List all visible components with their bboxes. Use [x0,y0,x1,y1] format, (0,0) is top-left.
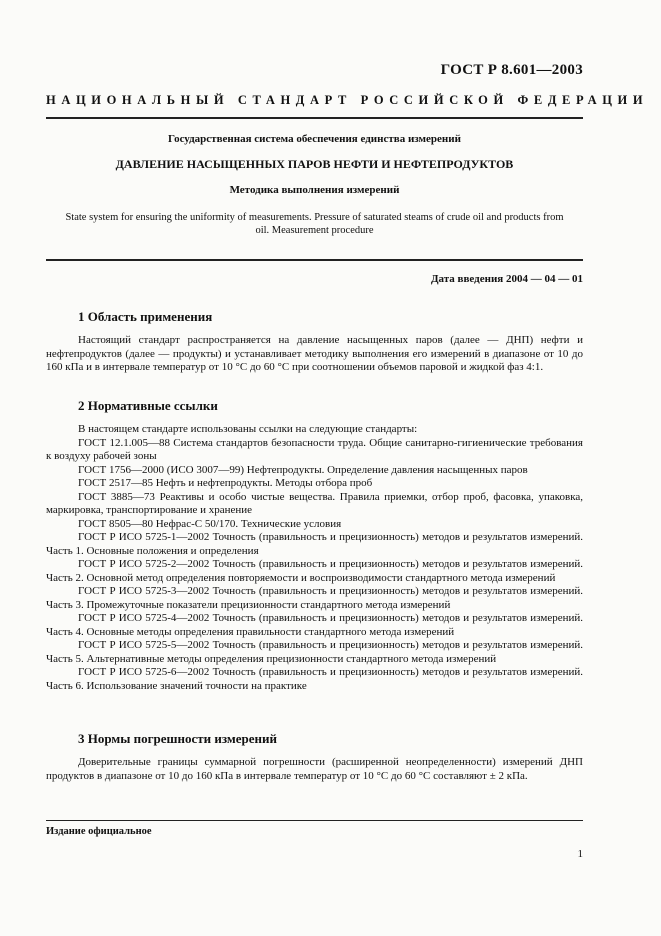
reference-item: ГОСТ 2517—85 Нефть и нефтепродукты. Методы отбора проб [78,477,373,489]
reference-item: ГОСТ Р ИСО 5725-3—2002 Точность (правильность и прецизионность) методов и результатов измерений. Часть 3. Промежуточные показатели прецизионности стандартного метода измерений [46,585,583,611]
reference-item: ГОСТ Р ИСО 5725-5—2002 Точность (правильность и прецизионность) методов и результатов измерений. Часть 5. Альтернативные методы определения прецизионности стандартного метода измерений [46,639,583,665]
page-number: 1 [577,848,583,860]
section-3-body: Доверительные границы суммарной погрешности (расширенной неопределенности) измерений ДНП продуктов в диапазоне от 10 до 160 кПа в интервале температур от 10 °С до 60 °С составляют ± 2 кПа. [46,756,583,782]
reference-item: ГОСТ 8505—80 Нефрас-С 50/170. Технические условия [78,517,342,530]
introduction-date: Дата введения 2004 — 04 — 01 [430,273,583,285]
section-1-body: Настоящий стандарт распространяется на давление насыщенных паров (далее — ДНП) нефти и нефтепродуктов (далее — продукты) и устанавливает методику выполнения его измерений в диапазоне от 10 до 160 кПа и в интервале температур от 10 °С до 60 °С при соотношении объемов паровой и жидкой фаз 4:1. [46,334,583,373]
system-title: Государственная система обеспечения единства измерений [168,133,461,145]
title-rule [46,259,583,261]
main-title: ДАВЛЕНИЕ НАСЫЩЕННЫХ ПАРОВ НЕФТИ И НЕФТЕПРОДУКТОВ [115,157,514,171]
english-title: State system for ensuring the uniformity of measurements. Pressure of saturated steams of crude oil and products from oil. Measurement procedure [65,212,564,236]
official-edition-label: Издание официальное [46,826,152,837]
section-3-heading: 3 Нормы погрешности измерений [78,731,278,746]
normative-references-list [46,423,583,693]
reference-item: ГОСТ Р ИСО 5725-6—2002 Точность (правильность и прецизионность) методов и результатов измерений. Часть 6. Использование значений точности на практике [46,666,583,692]
section-2-heading: 2 Нормативные ссылки [78,398,218,413]
reference-item: ГОСТ Р ИСО 5725-4—2002 Точность (правильность и прецизионность) методов и результатов измерений. Часть 4. Основные методы определения правильности стандартного метода измерений [46,612,583,638]
section-1-heading: 1 Область применения [78,309,213,324]
reference-item: ГОСТ Р ИСО 5725-1—2002 Точность (правильность и прецизионность) методов и результатов измерений. Часть 1. Основные положения и определения [46,531,583,557]
header-rule [46,117,583,119]
method-title: Методика выполнения измерений [229,184,400,196]
reference-item: ГОСТ 12.1.005—88 Система стандартов безопасности труда. Общие санитарно-гигиенические требования к воздуху рабочей зоны [46,436,583,462]
footer-rule [46,820,583,821]
reference-item: ГОСТ 3885—73 Реактивы и особо чистые вещества. Правила приемки, отбор проб, фасовка, упаковка, маркировка, транспортирование и хранение [46,490,583,516]
reference-item: ГОСТ 1756—2000 (ИСО 3007—99) Нефтепродукты. Определение давления насыщенных паров [78,463,528,476]
reference-item: ГОСТ Р ИСО 5725-2—2002 Точность (правильность и прецизионность) методов и результатов измерений. Часть 2. Основной метод определения повторяемости и воспроизводимости стандартного метода измерений [46,558,583,584]
document-number: ГОСТ Р 8.601—2003 [440,62,583,78]
references-intro: В настоящем стандарте использованы ссылки на следующие стандарты: [78,423,418,435]
national-standard-banner: НАЦИОНАЛЬНЫЙ СТАНДАРТ РОССИЙСКОЙ ФЕДЕРАЦИИ [46,93,649,107]
